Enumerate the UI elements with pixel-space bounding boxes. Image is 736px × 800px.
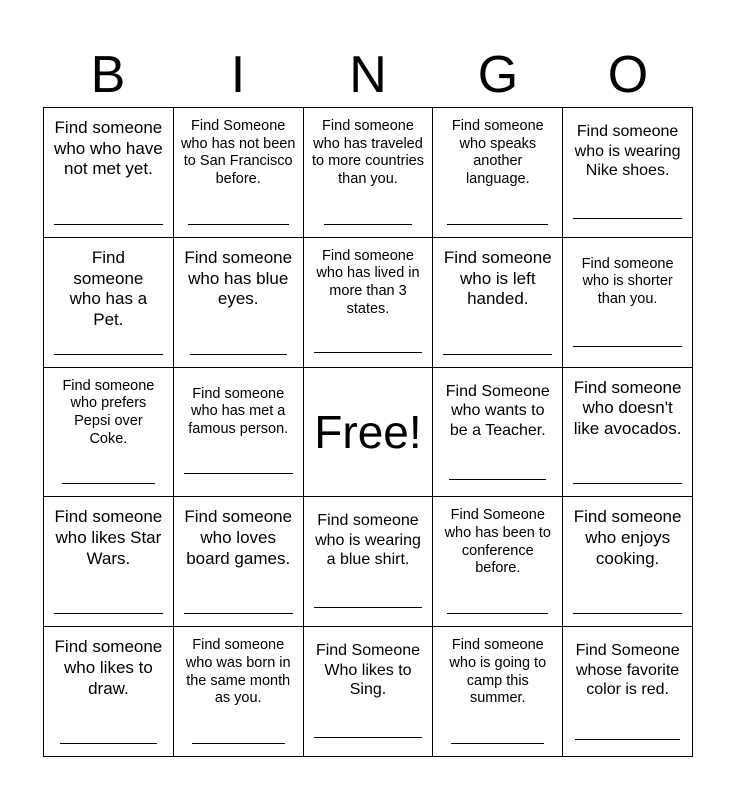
signature-line (443, 354, 552, 355)
signature-line (54, 224, 163, 225)
signature-line (184, 473, 293, 474)
signature-line (60, 743, 157, 744)
signature-line (314, 352, 423, 353)
signature-line (54, 613, 163, 614)
header-letter-i: I (230, 46, 246, 104)
bingo-cell[interactable] (563, 497, 693, 627)
cell-prompt: Find someone who likes Star Wars. (54, 507, 163, 568)
cell-prompt: Find someone who loves board games. (184, 507, 293, 568)
header-letter-b: B (90, 46, 126, 104)
cell-prompt: Find someone who is wearing Nike shoes. (574, 123, 681, 180)
bingo-cell[interactable] (174, 627, 304, 757)
cell-prompt: Find someone who prefers Pepsi over Coke. (62, 377, 155, 447)
bingo-cell[interactable] (44, 497, 174, 627)
cell-prompt: Find someone who is shorter than you. (581, 255, 674, 308)
bingo-cell[interactable] (304, 238, 434, 368)
cell-prompt: Find Someone whose favorite color is red. (575, 642, 680, 699)
bingo-cell[interactable] (563, 238, 693, 368)
cell-prompt: Find someone who is going to camp this summer. (449, 637, 547, 707)
cell-prompt: Find someone who is wearing a blue shirt. (315, 512, 421, 569)
signature-line (573, 613, 682, 614)
cell-prompt: Find someone who has met a famous person. (188, 385, 289, 437)
bingo-cell[interactable] (433, 497, 563, 627)
bingo-cell[interactable] (174, 108, 304, 238)
cell-prompt: Find someone who has a Pet. (69, 247, 148, 329)
header-letter-n: N (349, 46, 387, 104)
bingo-cell[interactable] (433, 108, 563, 238)
bingo-cell[interactable] (174, 368, 304, 498)
bingo-cell[interactable] (433, 368, 563, 498)
bingo-cell[interactable] (44, 368, 174, 498)
signature-line (314, 607, 423, 608)
signature-line (449, 479, 546, 480)
signature-line (190, 354, 287, 355)
cell-prompt: Find someone who likes to draw. (54, 637, 163, 698)
bingo-cell[interactable] (44, 627, 174, 757)
free-space (304, 368, 434, 498)
cell-prompt: Find someone who doesn't like avocados. (573, 377, 682, 439)
cell-prompt: Find Someone who has been to conference before. (444, 507, 551, 577)
cell-prompt: Find someone who has blue eyes. (184, 247, 293, 309)
cell-prompt: Find Someone Who likes to Sing. (315, 642, 421, 699)
cell-prompt: Find someone who has lived in more than 3 states. (316, 247, 420, 317)
bingo-cell[interactable] (174, 238, 304, 368)
signature-line (324, 224, 413, 225)
cell-prompt: Find someone who enjoys cooking. (573, 507, 682, 568)
cell-prompt: Find someone who was born in the same month as you. (185, 637, 291, 707)
free-space-label: Free! (314, 405, 422, 458)
signature-line (54, 354, 163, 355)
cell-prompt: Find Someone who has not been to San Francisco before. (180, 118, 296, 188)
bingo-cell[interactable] (174, 497, 304, 627)
header-letter-o: O (607, 46, 649, 104)
bingo-cell[interactable] (304, 108, 434, 238)
signature-line (314, 737, 423, 738)
bingo-cell[interactable] (563, 627, 693, 757)
signature-line (573, 483, 682, 484)
signature-line (192, 743, 285, 744)
signature-line (188, 224, 289, 225)
bingo-cell[interactable] (433, 238, 563, 368)
bingo-cell[interactable] (44, 108, 174, 238)
header-letter-g: G (477, 46, 519, 104)
bingo-board (43, 107, 693, 757)
bingo-cell[interactable] (563, 108, 693, 238)
bingo-cell[interactable] (304, 497, 434, 627)
signature-line (573, 218, 682, 219)
cell-prompt: Find someone who is left handed. (443, 247, 552, 309)
cell-prompt: Find Someone who wants to be a Teacher. (445, 382, 550, 439)
signature-line (573, 346, 682, 347)
cell-prompt: Find someone who has traveled to more countries than you. (311, 118, 424, 188)
signature-line (62, 483, 155, 484)
bingo-cell[interactable] (304, 627, 434, 757)
signature-line (451, 743, 544, 744)
signature-line (447, 224, 548, 225)
cell-prompt: Find someone who who have not met yet. (54, 118, 163, 179)
bingo-cell[interactable] (44, 238, 174, 368)
cell-prompt: Find someone who speaks another language. (451, 118, 544, 188)
signature-line (575, 739, 680, 740)
bingo-cell[interactable] (433, 627, 563, 757)
bingo-cell[interactable] (563, 368, 693, 498)
signature-line (184, 613, 293, 614)
signature-line (447, 613, 548, 614)
bingo-header (43, 44, 693, 106)
